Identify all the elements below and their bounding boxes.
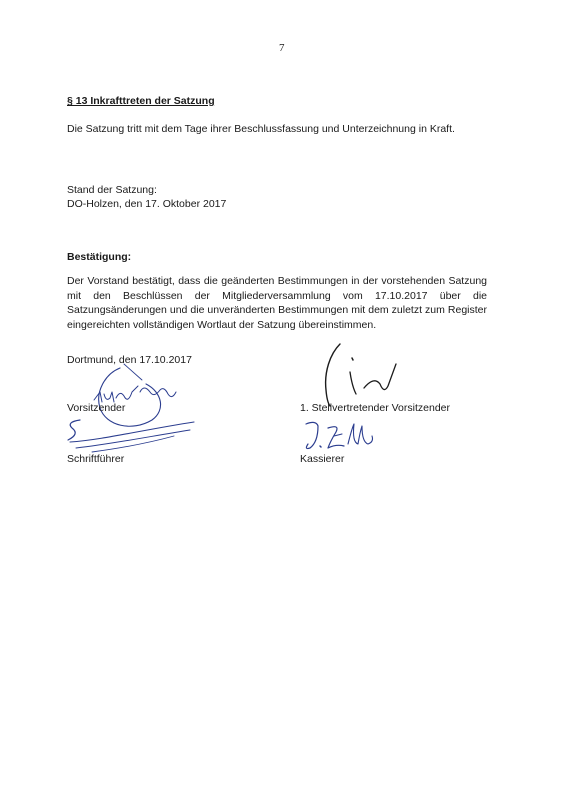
treasurer-label: Kassierer [300, 453, 345, 465]
section-heading: § 13 Inkrafttreten der Satzung [67, 95, 215, 107]
page-number: 7 [279, 42, 285, 54]
signature-place-date: Dortmund, den 17.10.2017 [67, 354, 192, 366]
deputy-label: 1. Stellvertretender Vorsitzender [300, 402, 450, 414]
confirmation-text: Der Vorstand bestätigt, dass die geänderten Bestimmungen in der vorstehenden Satzung mit den Beschlüssen der Mitgliederversammlung vom 17.10.2017 über die Satzungsänderungen und die unveränderten Bestimmungen mit dem zuletzt zum Register eingereichten vollständigen Wortlaut der Satzung übereinstimmen. [67, 275, 487, 331]
status-label: Stand der Satzung: [67, 184, 157, 196]
confirmation-heading: Bestätigung: [67, 251, 132, 263]
status-place-date: DO-Holzen, den 17. Oktober 2017 [67, 198, 227, 210]
section-text: Die Satzung tritt mit dem Tage ihrer Beschlussfassung und Unterzeichnung in Kraft. [67, 123, 455, 135]
chair-label: Vorsitzender [67, 402, 126, 414]
secretary-label: Schriftführer [67, 453, 125, 465]
